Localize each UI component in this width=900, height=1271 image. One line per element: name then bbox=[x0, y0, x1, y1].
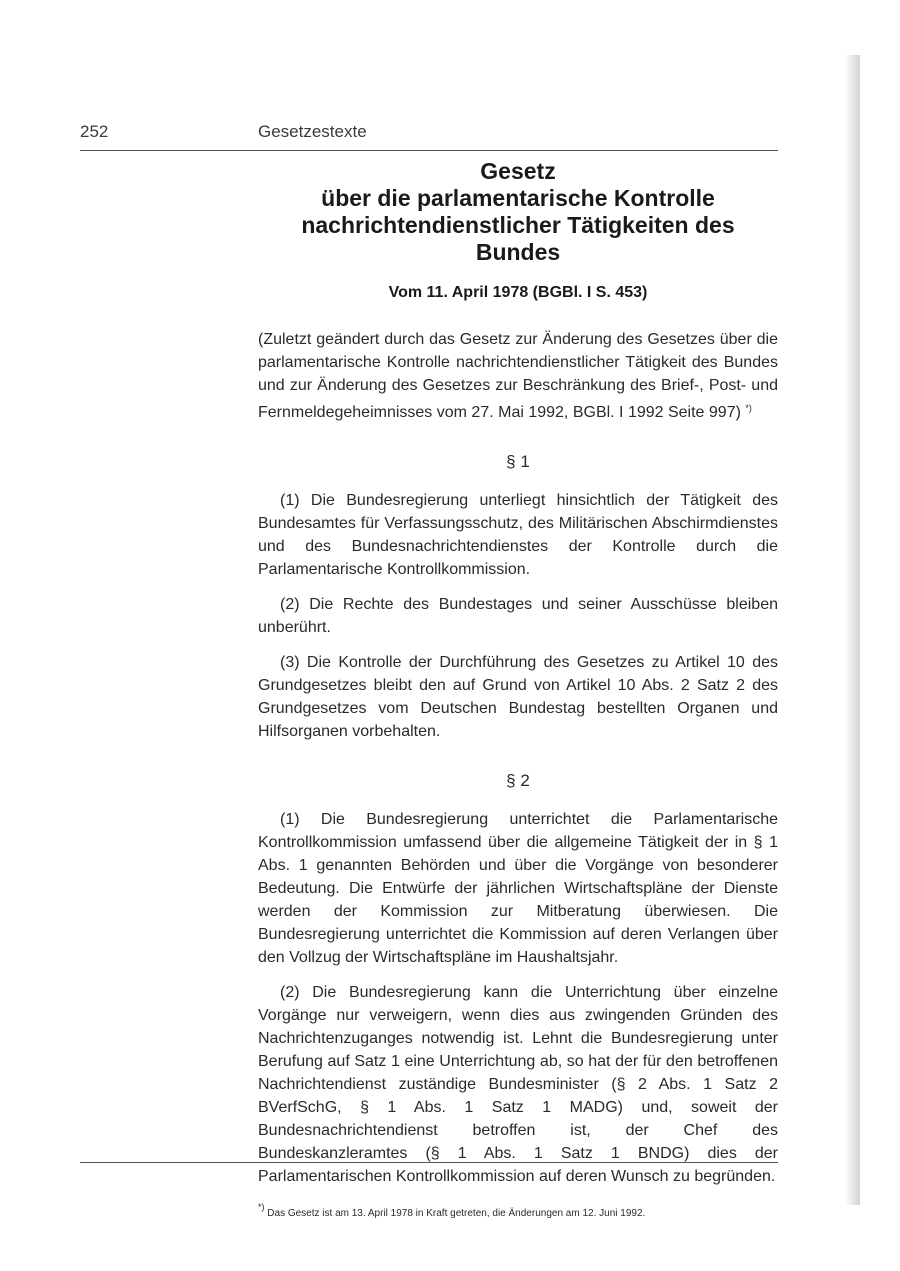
amendment-note bbox=[258, 328, 778, 424]
page-number: 252 bbox=[80, 122, 109, 141]
paragraph: (1) Die Bundesregierung unterrichtet die Parlamentarische Kontrollkommission umfassend über die allgemeine Tätigkeit der in § 1 Abs. 1 genannten Behörden und über die Vorgänge von besonderer Bedeutung. Die Entwürfe der jährlichen Wirtschaftspläne der Dienste werden der Kommission zur Mitberatung überwiesen. Die Bundesregierung unterrichtet die Kommission auf deren Verlangen über den Vollzug der Wirtschaftspläne im Haushaltsjahr. bbox=[258, 811, 778, 966]
bottom-rule bbox=[80, 1162, 778, 1163]
title-line-3: nachrichtendienstlicher Tätigkeiten des Bundes bbox=[301, 212, 735, 265]
section-1 bbox=[258, 450, 778, 743]
amendment-text: (Zuletzt geändert durch das Gesetz zur Änderung des Gesetzes über die parlamentarische Kontrolle nachrichtendienstlicher Tätigkeit des Bundes und zur Änderung des Gesetzes zur Beschränkung des Brief-, Post- und Fernmeldegeheimnisses vom 27. Mai 1992, BGBl. I 1992 Seite 997) bbox=[258, 331, 778, 421]
running-header bbox=[80, 120, 778, 151]
document-date: Vom 11. April 1978 (BGBl. I S. 453) bbox=[388, 284, 648, 301]
paragraph: (1) Die Bundesregierung unterliegt hinsichtlich der Tätigkeit des Bundesamtes für Verfassungsschutz, des Militärischen Abschirmdienstes und des Bundesnachrichtendienstes der Kontrolle durch die Parlamentarische Kontrollkommission. bbox=[258, 492, 778, 578]
footnote-mark: *) bbox=[258, 1202, 265, 1212]
section-2 bbox=[258, 769, 778, 1188]
section-heading: § 1 bbox=[506, 452, 530, 471]
document-title bbox=[258, 158, 778, 266]
page-edge-shadow bbox=[846, 55, 860, 1205]
running-header-section: Gesetzestexte bbox=[258, 122, 367, 141]
footnote bbox=[258, 1200, 778, 1221]
footnote-text: Das Gesetz ist am 13. April 1978 in Kraft getreten, die Änderungen am 12. Juni 1992. bbox=[267, 1208, 646, 1219]
footnote-reference: *) bbox=[745, 403, 752, 413]
title-line-1: Gesetz bbox=[480, 158, 556, 184]
document-body bbox=[258, 158, 778, 1221]
title-line-2: über die parlamentarische Kontrolle bbox=[321, 185, 715, 211]
paragraph: (2) Die Bundesregierung kann die Unterrichtung über einzelne Vorgänge nur verweigern, wenn dies aus zwingenden Gründen des Nachrichtenzuganges notwendig ist. Lehnt die Bundesregierung unter Berufung auf Satz 1 eine Unterrichtung ab, so hat der für den betroffenen Nachrichtendienst zuständige Bundesminister (§ 2 Abs. 1 Satz 2 BVerfSchG, § 1 Abs. 1 Satz 1 MADG) und, soweit der Bundesnachrichtendienst betroffen ist, der Chef des Bundeskanzleramtes (§ 1 Abs. 1 Satz 1 BNDG) dies der Parlamentarischen Kontrollkommission auf deren Wunsch zu begründen. bbox=[258, 984, 778, 1185]
paragraph: (3) Die Kontrolle der Durchführung des Gesetzes zu Artikel 10 des Grundgesetzes bleibt den auf Grund von Artikel 10 Abs. 2 Satz 2 des Grundgesetzes vom Deutschen Bundestag bestellten Organen und Hilfsorganen vorbehalten. bbox=[258, 654, 778, 740]
section-heading: § 2 bbox=[506, 771, 530, 790]
paragraph: (2) Die Rechte des Bundestages und seiner Ausschüsse bleiben unberührt. bbox=[258, 596, 778, 636]
